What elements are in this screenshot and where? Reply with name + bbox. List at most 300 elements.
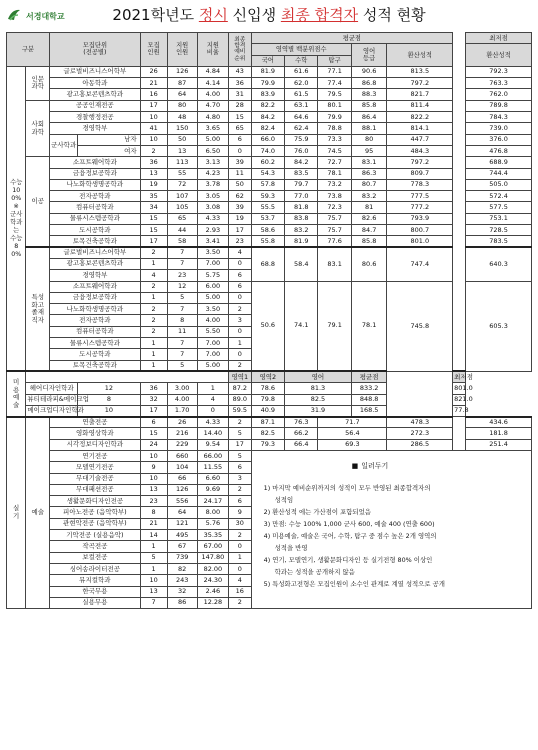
merged-converted: 747.4: [387, 247, 453, 281]
min-cell: 181.8: [466, 428, 532, 439]
unit-name-cell: 메이크업디자인학과: [26, 405, 78, 416]
logo-text: 서경대학교: [26, 12, 65, 21]
ratio-cell: 3.08: [197, 202, 228, 213]
converted-cell: 797.2: [387, 157, 453, 168]
inquiry-cell: 75.7: [318, 225, 351, 236]
ratio-cell: 4.80: [197, 112, 228, 123]
spacer-cell: [453, 89, 466, 100]
applicants-cell: 7: [167, 247, 197, 258]
rank-cell: 4: [229, 247, 252, 258]
rank-cell: 17: [229, 439, 252, 450]
min-cell: 572.4: [466, 191, 532, 202]
rank-cell: 0: [229, 145, 252, 156]
table-row: [7, 134, 532, 145]
ratio-cell: 3.05: [197, 191, 228, 202]
min-cell: 801.0: [453, 383, 466, 394]
min-cell: 789.8: [466, 100, 532, 111]
col-converted-min: 환산성적: [466, 44, 532, 67]
rank-cell: 6: [229, 134, 252, 145]
merged-converted: 745.8: [387, 281, 453, 371]
merged-min: 640.3: [466, 247, 532, 281]
rank-cell: 5: [229, 450, 252, 461]
quota-cell: 13: [140, 168, 167, 179]
english-cell: 86.8: [351, 78, 387, 89]
group-beauty: 미용예술: [7, 371, 26, 416]
min-cell: 577.5: [466, 202, 532, 213]
group-humanities: 인문과학: [26, 66, 50, 100]
min-cell: 688.9: [466, 157, 532, 168]
min-cell: 476.8: [466, 145, 532, 156]
unit-name-cell: 모델연기전공: [50, 462, 141, 473]
rank-cell: 0: [229, 541, 252, 552]
spacer-cell: [453, 417, 466, 428]
quota-cell: 10: [140, 112, 167, 123]
area1-cell: 87.2: [229, 383, 252, 394]
korean-cell: 55.5: [251, 202, 284, 213]
col-korean: 국어: [251, 55, 284, 66]
merged-english: 80.6: [351, 247, 387, 281]
ratio-cell: 3.13: [197, 157, 228, 168]
applicants-cell: 556: [167, 496, 197, 507]
quota-cell: 23: [140, 496, 167, 507]
applicants-cell: 7: [167, 349, 197, 360]
ratio-cell: 3.65: [197, 123, 228, 134]
quota-cell: 1: [140, 360, 167, 371]
unit-name-cell: 관현악전공 (음악학부): [50, 518, 141, 529]
table-row: [7, 213, 532, 224]
head-avg: 평균점: [351, 371, 387, 382]
math-cell: 76.0: [285, 145, 318, 156]
applicants-cell: 104: [167, 462, 197, 473]
merged-math: 58.4: [285, 247, 318, 281]
ratio-cell: 4.84: [197, 66, 228, 77]
unit-name-cell: 토목건축공학과: [50, 360, 141, 371]
unit-name-cell: 실용무용: [50, 597, 141, 608]
converted-cell: 778.3: [387, 179, 453, 190]
korean-cell: 55.8: [251, 236, 284, 247]
ratio-cell: 9.69: [197, 484, 228, 495]
table-row: [7, 236, 532, 247]
col-math: 수학: [285, 55, 318, 66]
rank-cell: 30: [229, 518, 252, 529]
ratio-cell: 4.00: [197, 315, 228, 326]
unit-name-cell: 무대기술전공: [50, 473, 141, 484]
applicants-cell: 32: [140, 394, 167, 405]
min-cell: 792.3: [466, 66, 532, 77]
applicants-cell: 243: [167, 575, 197, 586]
korean-cell: 83.9: [251, 89, 284, 100]
converted-cell: 814.1: [387, 123, 453, 134]
merged-english: 78.1: [351, 281, 387, 371]
quota-cell: 17: [140, 100, 167, 111]
converted-cell: 801.0: [387, 236, 453, 247]
note-line: 5) 특성화고전형은 모집인원이 소수인 관계로 계열 성적으로 공개: [263, 580, 445, 589]
unit-name-cell: 나노화학생명공학과: [50, 304, 141, 315]
english-cell: 80: [351, 134, 387, 145]
min-cell: 784.3: [466, 112, 532, 123]
converted-cell: 447.7: [387, 134, 453, 145]
english-cell: 90.6: [351, 66, 387, 77]
col-ratio: 지원 비율: [197, 33, 228, 67]
quota-cell: 10: [140, 134, 167, 145]
ratio-cell: 2.46: [197, 586, 228, 597]
min-cell: 434.6: [466, 417, 532, 428]
rank-cell: 5: [229, 428, 252, 439]
beauty-header-row: [7, 371, 532, 382]
head-min: 최저점: [454, 372, 473, 381]
inquiry-cell: 79.5: [318, 89, 351, 100]
group-engineering: 이공: [26, 157, 50, 247]
converted-cell: 811.4: [387, 100, 453, 111]
applicants-cell: 121: [167, 518, 197, 529]
area1-cell: 79.3: [251, 439, 284, 450]
ratio-cell: 4.33: [197, 417, 228, 428]
quota-cell: 10: [140, 450, 167, 461]
spacer-cell: [387, 383, 453, 394]
applicants-cell: 23: [167, 270, 197, 281]
spacer-cell: [453, 247, 466, 281]
math-cell: 61.6: [285, 66, 318, 77]
ratio-cell: 24.30: [197, 575, 228, 586]
inquiry-cell: 78.1: [318, 168, 351, 179]
rank-cell: 0: [229, 349, 252, 360]
spacer-cell: [453, 157, 466, 168]
rank-cell: 0: [229, 292, 252, 303]
quota-cell: 2: [140, 315, 167, 326]
applicants-cell: 58: [167, 236, 197, 247]
rank-cell: 19: [229, 213, 252, 224]
korean-cell: 58.6: [251, 225, 284, 236]
unit-name-cell: 전자공학과: [50, 191, 141, 202]
unit-name-cell: 헤어디자인학과: [26, 383, 78, 394]
rank-cell: 65: [229, 123, 252, 134]
table-row: [7, 123, 532, 134]
converted-cell: 777.5: [387, 191, 453, 202]
ratio-cell: 4.00: [167, 394, 197, 405]
quota-cell: 2: [140, 281, 167, 292]
math-cell: 64.6: [285, 112, 318, 123]
unit-name-cell: 공공인재전공: [50, 100, 141, 111]
quota-cell: 24: [140, 439, 167, 450]
korean-cell: 74.0: [251, 145, 284, 156]
table-row: [7, 145, 532, 156]
ratio-cell: 5.50: [197, 326, 228, 337]
ratio-cell: 5.75: [197, 270, 228, 281]
min-cell: 763.3: [466, 78, 532, 89]
note-line: 4) 미용예술, 예술은 국어, 수학, 탐구 중 점수 높은 2개 영역의: [263, 532, 437, 541]
min-cell: 728.5: [466, 225, 532, 236]
unit-name-cell: 토목건축공학과: [50, 236, 141, 247]
applicants-cell: 64: [167, 507, 197, 518]
unit-name-cell: 기악전공 (실용음악): [50, 530, 141, 541]
ratio-cell: 3.50: [197, 247, 228, 258]
applicants-cell: 66: [167, 473, 197, 484]
area1-cell: 82.5: [251, 428, 284, 439]
rank-cell: 6: [229, 270, 252, 281]
english-cell: 80.7: [351, 179, 387, 190]
head-english: 영어: [285, 371, 352, 382]
english-cell: 83.1: [351, 157, 387, 168]
quota-cell: 21: [140, 518, 167, 529]
rank-cell: 2: [229, 597, 252, 608]
applicants-cell: 739: [167, 552, 197, 563]
ratio-cell: 14.40: [197, 428, 228, 439]
applicants-cell: 86: [167, 597, 197, 608]
quota-cell: 12: [78, 383, 141, 394]
rank-cell: 36: [229, 78, 252, 89]
table-row: [7, 225, 532, 236]
applicants-cell: 113: [167, 157, 197, 168]
unit-name-cell: 물류시스템공학과: [50, 338, 141, 349]
quota-cell: 1: [140, 292, 167, 303]
applicants-cell: 50: [167, 134, 197, 145]
quota-cell: 1: [140, 258, 167, 269]
quota-cell: 34: [140, 202, 167, 213]
merged-inquiry: 79.1: [318, 281, 351, 371]
merged-korean: 68.8: [251, 247, 284, 281]
spacer-cell: [453, 66, 466, 77]
group-social: 사회과학: [26, 100, 50, 156]
applicants-cell: 64: [167, 89, 197, 100]
inquiry-cell: 77.1: [318, 66, 351, 77]
table-row: [7, 450, 532, 461]
table-row: [7, 281, 532, 292]
ratio-cell: 67.00: [197, 541, 228, 552]
min-cell: 821.0: [453, 394, 466, 405]
quota-cell: 36: [140, 157, 167, 168]
rank-cell: 2: [229, 417, 252, 428]
quota-cell: 21: [140, 78, 167, 89]
unit-military: 군사학과: [50, 134, 78, 157]
korean-cell: 57.8: [251, 179, 284, 190]
unit-name-cell: 금융정보공학과: [50, 292, 141, 303]
col-percentile-score: 영역별 백분위점수: [251, 44, 351, 55]
rank-cell: 3: [229, 315, 252, 326]
avg-cell: 272.3: [387, 428, 453, 439]
avg-cell: 478.3: [387, 417, 453, 428]
inquiry-cell: 73.2: [318, 179, 351, 190]
table-row: [7, 78, 532, 89]
table-row: [7, 157, 532, 168]
applicants-cell: 5: [167, 292, 197, 303]
ratio-cell: 2.93: [197, 225, 228, 236]
spacer-cell: [453, 439, 466, 450]
rank-cell: 39: [229, 157, 252, 168]
rank-cell: 17: [229, 225, 252, 236]
applicants-cell: 7: [167, 304, 197, 315]
math-cell: 62.4: [285, 123, 318, 134]
area2-cell: 78.6: [251, 383, 284, 394]
rank-cell: 1: [229, 338, 252, 349]
admission-results-table: [6, 32, 532, 609]
korean-cell: 79.9: [251, 78, 284, 89]
english-cell: 95: [351, 145, 387, 156]
applicants-cell: 216: [167, 428, 197, 439]
unit-name-cell: 한국무용: [50, 586, 141, 597]
applicants-cell: 13: [167, 145, 197, 156]
min-cell: 744.4: [466, 168, 532, 179]
rank-cell: 6: [229, 496, 252, 507]
min-cell: 251.4: [466, 439, 532, 450]
applicants-cell: 660: [167, 450, 197, 461]
korean-cell: 81.9: [251, 66, 284, 77]
ratio-cell: 12.28: [197, 597, 228, 608]
rank-cell: 6: [229, 281, 252, 292]
unit-name-cell: 도시공학과: [50, 349, 141, 360]
math-cell: 81.8: [285, 202, 318, 213]
group-suneung: 수능 100% ※ 군사학과는 수능 80%: [7, 66, 26, 371]
math-cell: 83.2: [285, 225, 318, 236]
applicants-cell: 44: [167, 225, 197, 236]
rank-cell: 50: [229, 179, 252, 190]
unit-name-cell: 아동학과: [50, 78, 141, 89]
note-line: 성적을 반영: [274, 544, 308, 553]
min-cell: 783.5: [466, 236, 532, 247]
spacer-cell: [453, 100, 466, 111]
head-area2: 영역2: [251, 371, 284, 382]
spacer-cell: [453, 168, 466, 179]
table-row: [7, 383, 532, 394]
min-cell: 753.1: [466, 213, 532, 224]
math-cell: 81.9: [285, 236, 318, 247]
spacer-cell: [453, 225, 466, 236]
square-bullet-icon: ■: [351, 461, 359, 470]
rank-cell: 2: [229, 360, 252, 371]
col-avg-grade: 평균점: [251, 33, 453, 44]
table-row: [7, 179, 532, 190]
table-row: [7, 112, 532, 123]
ratio-cell: 66.00: [197, 450, 228, 461]
spacer-cell: [453, 123, 466, 134]
english-cell: 88.1: [351, 123, 387, 134]
rank-cell: 0: [229, 563, 252, 574]
avg-cell: 286.5: [387, 439, 453, 450]
inquiry-cell: 72.7: [318, 157, 351, 168]
ratio-cell: 3.78: [197, 179, 228, 190]
unit-name-cell: 글로벌비즈니스어학부: [50, 66, 141, 77]
unit-name-cell: 전자공학과: [50, 315, 141, 326]
merged-korean: 50.6: [251, 281, 284, 371]
rank-cell: 62: [229, 191, 252, 202]
english-cell: 85.8: [351, 100, 387, 111]
unit-name-cell: 도시공학과: [50, 225, 141, 236]
applicants-cell: 80: [167, 100, 197, 111]
table-row: [7, 191, 532, 202]
note-line: 학과는 성적을 공개하지 않음: [274, 568, 355, 577]
unit-name-cell: 뮤지컬학과: [50, 575, 141, 586]
inquiry-cell: 79.9: [318, 112, 351, 123]
ratio-cell: 5.00: [197, 134, 228, 145]
applicants-cell: 72: [167, 179, 197, 190]
unit-name-cell: 나노화학생명공학과: [50, 179, 141, 190]
spacer-cell: [453, 179, 466, 190]
applicants-cell: 55: [167, 168, 197, 179]
rank-cell: 0: [197, 405, 228, 416]
converted-cell: 797.2: [387, 78, 453, 89]
unit-name-cell: 작곡전공: [50, 541, 141, 552]
math-cell: 62.0: [285, 78, 318, 89]
unit-name-cell: 보컬전공: [50, 552, 141, 563]
ratio-cell: 7.00: [197, 349, 228, 360]
unit-name-cell: 생활문화디자인전공: [50, 496, 141, 507]
area1-cell: 89.0: [229, 394, 252, 405]
area1-cell: 87.1: [251, 417, 284, 428]
korean-cell: 59.3: [251, 191, 284, 202]
applicants-cell: 65: [167, 213, 197, 224]
ratio-cell: 4.33: [197, 213, 228, 224]
group-practical: 실기: [7, 417, 26, 609]
ratio-cell: 147.80: [197, 552, 228, 563]
ratio-cell: 6.50: [197, 145, 228, 156]
spacer-cell: [453, 236, 466, 247]
korean-cell: 60.2: [251, 157, 284, 168]
english-cell: 71.7: [318, 417, 387, 428]
note-line: 4) 연기, 모델연기, 생활문화디자인 등 실기전형 80% 이상인: [263, 556, 433, 565]
unit-name-cell: 소프트웨어학과: [50, 281, 141, 292]
applicants-cell: 7: [167, 338, 197, 349]
quota-cell: 26: [140, 66, 167, 77]
unit-name-cell: 소프트웨어학과: [50, 157, 141, 168]
inquiry-cell: 72.3: [318, 202, 351, 213]
converted-cell: 793.9: [387, 213, 453, 224]
unit-name-cell: 금융정보공학과: [50, 168, 141, 179]
ratio-cell: 82.00: [197, 563, 228, 574]
avg-cell: 168.5: [351, 405, 387, 416]
ratio-cell: 3.41: [197, 236, 228, 247]
unit-name-cell: 무대패션전공: [50, 484, 141, 495]
unit-name-cell: 연출전공: [50, 417, 141, 428]
math-cell: 83.5: [285, 168, 318, 179]
col-final-rank: 최종 합격 예비 순위: [229, 33, 252, 67]
table-row: [7, 394, 532, 405]
unit-name-cell: 물류시스템공학과: [50, 213, 141, 224]
converted-cell: 822.2: [387, 112, 453, 123]
math-cell: 83.8: [285, 213, 318, 224]
page-title: 2021학년도 정시 신입생 최종 합격자 성적 현황: [112, 6, 426, 24]
rank-cell: 11: [229, 168, 252, 179]
converted-cell: 800.7: [387, 225, 453, 236]
col-quota: 모집 인원: [140, 33, 167, 67]
korean-cell: 54.3: [251, 168, 284, 179]
table-row: [7, 439, 532, 450]
applicants-cell: 36: [140, 383, 167, 394]
ratio-cell: 4.14: [197, 78, 228, 89]
english-cell: 56.4: [318, 428, 387, 439]
applicants-cell: 26: [167, 417, 197, 428]
quota-cell: 16: [140, 89, 167, 100]
quota-cell: 6: [140, 417, 167, 428]
blank-cell: [26, 371, 229, 382]
rank-cell: 3: [229, 473, 252, 484]
col-applicants: 지원 인원: [167, 33, 197, 67]
korean-cell: 66.0: [251, 134, 284, 145]
note-line: 1) 마지막 예비순위까지의 성적이 모두 반영된 최종합격자의: [263, 484, 431, 493]
quota-cell: 9: [140, 462, 167, 473]
rank-cell: 16: [229, 586, 252, 597]
group-specialized: 특성화고졸재직자: [26, 247, 50, 371]
converted-cell: 821.7: [387, 89, 453, 100]
korean-cell: 84.2: [251, 112, 284, 123]
ratio-cell: 6.60: [197, 473, 228, 484]
math-cell: 79.7: [285, 179, 318, 190]
converted-cell: 777.2: [387, 202, 453, 213]
ratio-cell: 5.00: [197, 360, 228, 371]
area2-cell: 79.8: [251, 394, 284, 405]
quota-cell: 35: [140, 191, 167, 202]
rank-cell: 0: [229, 326, 252, 337]
converted-cell: 813.5: [387, 66, 453, 77]
rank-cell: 6: [229, 462, 252, 473]
